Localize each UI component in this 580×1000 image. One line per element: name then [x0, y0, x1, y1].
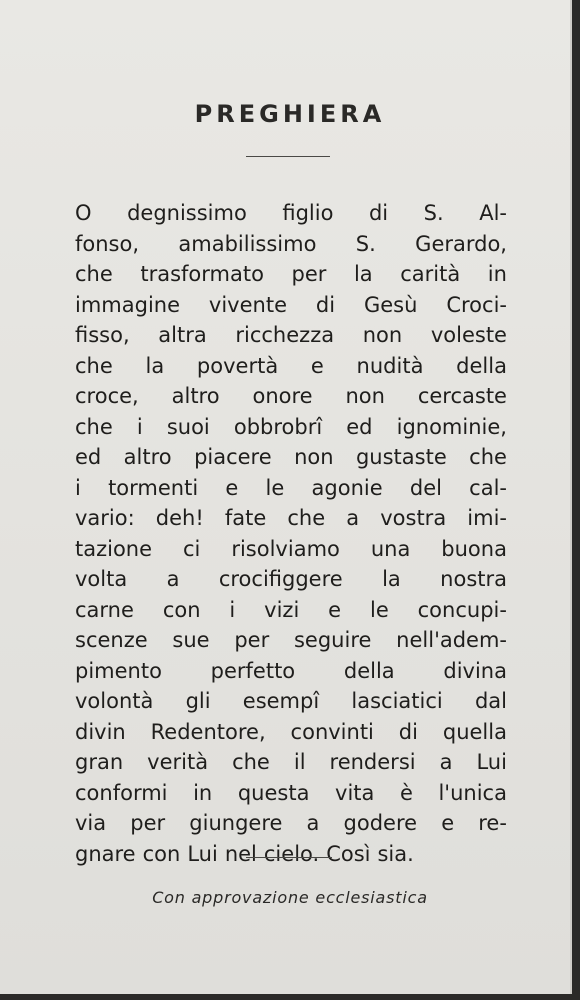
- prayer-line: i tormenti e le agonie del cal-: [75, 475, 507, 500]
- prayer-line: pimento perfetto della divina: [75, 658, 507, 683]
- prayer-line: O degnissimo figlio di S. Al-: [75, 201, 507, 225]
- prayer-line: croce, altro onore non cercaste: [75, 384, 507, 408]
- prayer-line: fisso, altra ricchezza non voleste: [75, 323, 507, 347]
- prayer-line: carne con i vizi e le concupi-: [75, 597, 507, 622]
- prayer-line: conformi in questa vita è l'unica: [75, 780, 507, 805]
- prayer-line: fonso, amabilissimo S. Gerardo,: [75, 231, 507, 256]
- prayer-line: gran verità che il rendersi a Lui: [75, 750, 507, 774]
- prayer-line: vario: deh! fate che a vostra imi-: [75, 506, 507, 530]
- prayer-line: che i suoi obbrobrî ed ignominie,: [75, 414, 507, 439]
- prayer-text: [75, 198, 507, 869]
- prayer-line: volta a crocifiggere la nostra: [75, 567, 507, 591]
- title-divider: [246, 156, 330, 157]
- prayer-line: via per giungere a godere e re-: [75, 811, 507, 835]
- prayer-line: scenze sue per seguire nell'adem-: [75, 628, 507, 652]
- approval-note: Con approvazione ecclesiastica: [152, 888, 428, 907]
- prayer-line: che la povertà e nudità della: [75, 353, 507, 378]
- footer-divider: [246, 857, 332, 858]
- prayer-line: che trasformato per la carità in: [75, 262, 507, 286]
- prayer-line: volontà gli esempî lasciatici dal: [75, 689, 507, 713]
- prayer-title: PREGHIERA: [194, 100, 386, 128]
- prayer-line: gnare con Lui nel cielo. Così sia.: [75, 841, 414, 866]
- prayer-line: divin Redentore, convinti di quella: [75, 719, 507, 744]
- prayer-line: ed altro piacere non gustaste che: [75, 445, 507, 469]
- prayer-line: immagine vivente di Gesù Croci-: [75, 292, 507, 317]
- prayer-line: tazione ci risolviamo una buona: [75, 536, 507, 561]
